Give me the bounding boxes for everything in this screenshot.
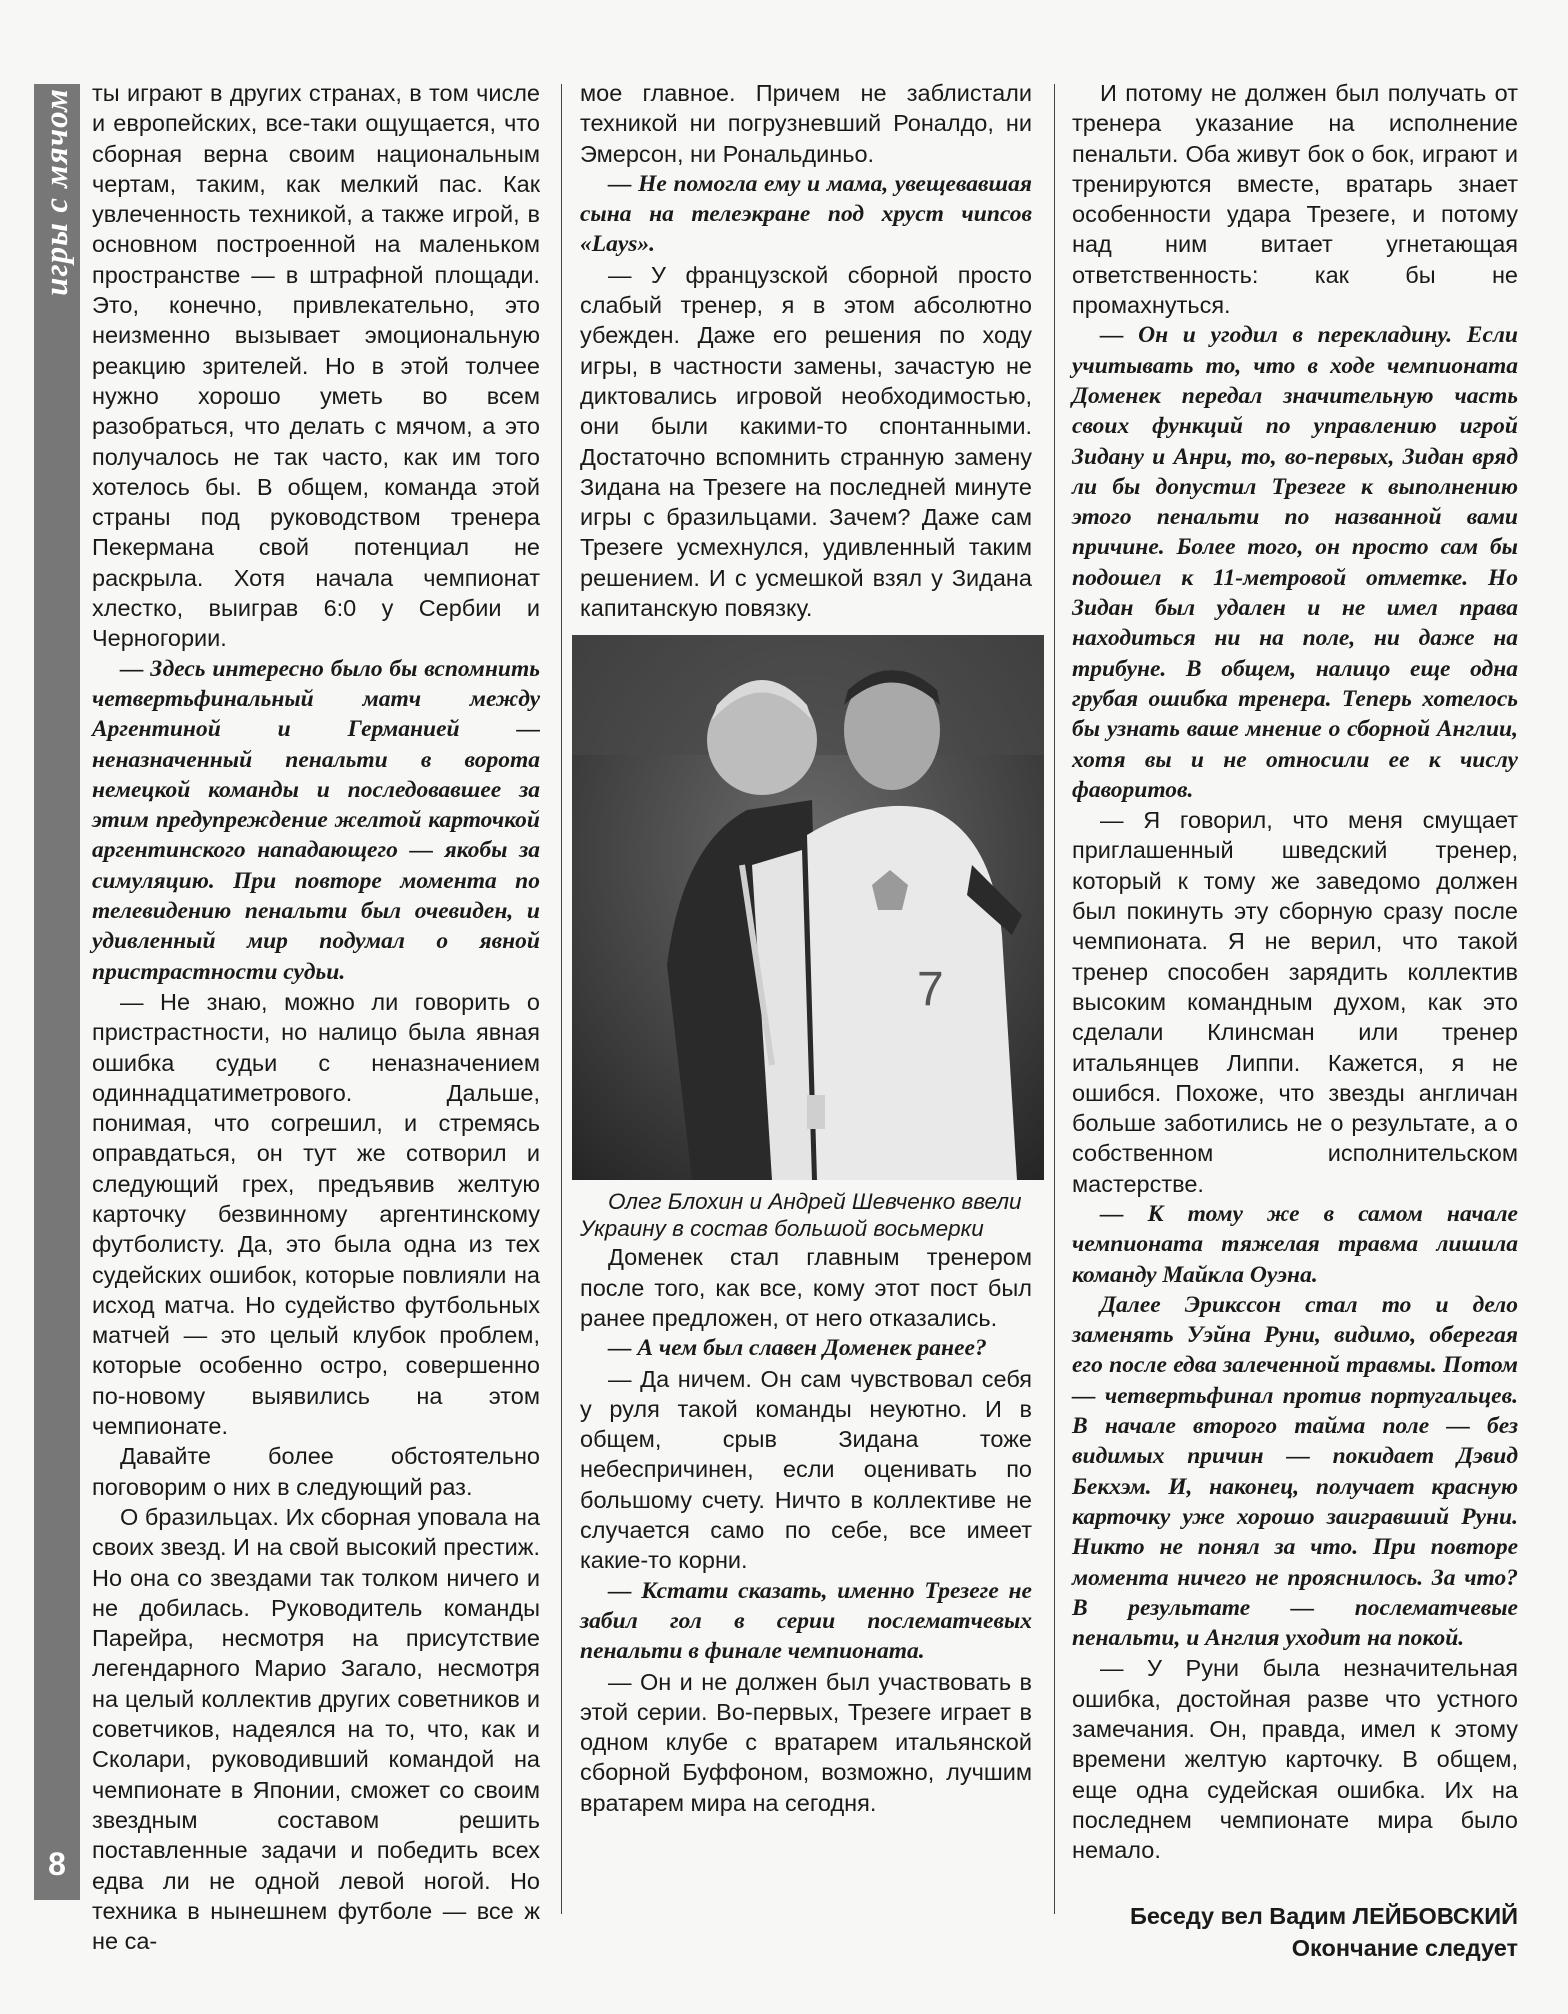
interviewer-question: — Здесь интересно было бы вспомнить четвертьфинальный матч между Аргентиной и Германией — неназначенный пенальти в ворота немецкой команды и последовавшее за этим предупреждение желтой карточкой аргентинского нападающего — якобы за симуляцию. При повторе момента по телевидению пенальти был очевиден, и удивленный мир подумал о явной пристрастности судьи. (92, 655, 540, 985)
paragraph: О бразильцах. Их сборная уповала на своих звезд. И на свой высокий престиж. Но она со звездами так толком ничего и не добилась. Руководитель команды Парейра, несмотря на присутствие легендарного Марио Загало, несмотря на целый коллектив других советников и советчиков, надеялся на то, что, как и Сколари, руководивший командой на чемпионате в Японии, сможет со своим звездным составом решить поставленные задачи и победить всех едва ли не одной левой ногой. Но техника в нынешнем футболе — все ж не са- (92, 1503, 540, 1955)
interviewer-question: — А чем был славен Доменек ранее? (608, 1335, 987, 1362)
article-column-1 (92, 78, 540, 1956)
column-3-text (1072, 78, 1518, 1866)
photo-image (572, 635, 1044, 1180)
column-2-top-text (580, 78, 1032, 623)
paragraph: ты играют в других странах, в том числе и европейских, все-таки ощущается, что сборная верна своим национальным чертам, таким, как мелкий пас. Как увлеченность техникой, а также игрой, в основном построенной на маленьком пространстве — в штрафной площади. Это, конечно, привлекательно, это неизменно вызывает эмоциональную реакцию зрителей. Но в этой толчее нужно хорошо уметь во всем разобраться, что делать с мячом, а это получалось не так часто, как им того хотелось бы. В общем, команда этой страны под руководством тренера Пекермана свой потенциал не раскрыла. Хотя начала чемпионат хлестко, выиграв 6:0 у Сербии и Черногории. (92, 80, 540, 652)
column-divider (561, 84, 562, 1914)
paragraph: — Да ничем. Он сам чувствовал себя у руля такой команды неуютно. И в общем, срыв Зидана тоже небеспричинен, если оценивать по большому счету. Ничто в коллективе не случается само по себе, все имеет какие-то корни. (580, 1365, 1032, 1574)
paragraph: Доменек стал главным тренером после того, как все, кому этот пост был ранее предложен, от него отказались. (580, 1244, 1032, 1331)
paragraph: И потому не должен был получать от тренера указание на исполнение пенальти. Оба живут бок о бок, играют и тренируются вместе, вратарь знает особенности удара Трезеге, и потому над ним витает угнетающая ответственность: как бы не промахнуться. (1072, 80, 1518, 319)
to-be-continued: Окончание следует (1291, 1934, 1518, 1961)
column-2-bottom-text (580, 1242, 1032, 1818)
paragraph: — Я говорил, что меня смущает приглашенный шведский тренер, который к тому же заведомо должен был покинуть эту сборную сразу после чемпионата. Я не верил, что такой тренер способен зарядить коллектив высоким командным духом, как это сделали Клинсман или тренер итальянцев Липпи. Кажется, я не ошибся. Похоже, что звезды англичан больше заботились не о результате, а о собственном исполнительском мастерстве. (1072, 807, 1518, 1197)
article-column-2 (580, 78, 1032, 1818)
paragraph: Давайте более обстоятельно поговорим о них в следующий раз. (92, 1443, 540, 1500)
paragraph: — У Руни была незначительная ошибка, достойная разве что устного замечания. Он, правда, имел к этому времени желтую карточку. В общем, еще одна судейская ошибка. Их на последнем чемпионате мира было немало. (1072, 1655, 1518, 1864)
paragraph: — Не знаю, можно ли говорить о пристрастности, но налицо была явная ошибка судьи с неназначением одиннадцатиметрового. Дальше, понимая, что согрешил, и стремясь оправдаться, он тут же сотворил и следующий грех, предъявив желтую карточку безвинному аргентинскому футболисту. Да, это была одна из тех судейских ошибок, которые повлияли на исход матча. Но судейство футбольных матчей — это целый клубок проблем, которые особенно остро, совершенно по-новому выявились на этом чемпионате. (92, 988, 540, 1440)
interviewer-question: — Не помогла ему и мама, увещевавшая сына на телеэкране под хруст чипсов «Lays». (580, 170, 1032, 258)
photo-caption: Олег Блохин и Андрей Шевченко ввели Украину в состав большой восьмерки (580, 1189, 1022, 1242)
signoff (1072, 1900, 1518, 1964)
interviewer-question: — Кстати сказать, именно Трезеге не забил гол в серии послематчевых пенальти в финале чемпионата. (580, 1577, 1032, 1665)
paragraph: — У французской сборной просто слабый тренер, я в этом абсолютно убежден. Даже его решения по ходу игры, в частности замены, зачастую не диктовались игровой необходимостью, они были какими-то спонтанными. Достаточно вспомнить странную замену Зидана на Трезеге на последней минуте игры с бразильцами. Зачем? Даже сам Трезеге усмехнулся, удивленный таким решением. И с усмешкой взял у Зидана капитанскую повязку. (580, 261, 1032, 622)
interviewer-question: Далее Эрикссон стал то и дело заменять Уэйна Руни, видимо, оберегая его после едва залеченной травмы. Потом — четвертьфинал против португальцев. В начале второго тайма поле — без видимых причин — покидает Дэвид Бекхэм. И, наконец, получает красную карточку уже хорошо заигравший Руни. Никто не понял за что. При повторе момента ничего не прояснилось. За что? В результате — послематчевые пенальти, и Англия уходит на покой. (1072, 1291, 1518, 1652)
section-tab-title: игры с мячом (38, 88, 75, 296)
interviewer-question: — К тому же в самом начале чемпионата тяжелая травма лишила команду Майкла Оуэна. (1072, 1200, 1518, 1288)
paragraph: мое главное. Причем не заблистали техникой ни погрузневший Роналдо, ни Эмерсон, ни Рональдиньо. (580, 80, 1032, 167)
interviewer-question: — Он и угодил в перекладину. Если учитывать то, что в ходе чемпионата Доменек передал значительную часть своих функций по управлению игрой Зидану и Анри, то, во-первых, Зидан вряд ли бы допустил Трезеге к выполнению этого пенальти по названной вами причине. Более того, он просто сам бы подошел к 11-метровой отметке. Но Зидан был удален и не имел права находиться ни на поле, ни даже на трибуне. В общем, налицо еще одна грубая ошибка тренера. Теперь хотелось бы узнать ваше мнение о сборной Англии, хотя вы и не относили ее к числу фаворитов. (1072, 322, 1518, 803)
column-divider (1054, 84, 1055, 1914)
author-credit: Беседу вел Вадим ЛЕЙБОВСКИЙ (1130, 1902, 1518, 1929)
paragraph: — Он и не должен был участвовать в этой серии. Во-первых, Трезеге играет в одном клубе с вратарем итальянской сборной Буффоном, возможно, лучшим вратарем мира на сегодня. (580, 1668, 1032, 1816)
photo-blokhin-shevchenko (572, 635, 1044, 1180)
article-column-3 (1072, 78, 1518, 1964)
page-number: 8 (48, 1845, 66, 1882)
svg-text:7: 7 (917, 963, 944, 1017)
